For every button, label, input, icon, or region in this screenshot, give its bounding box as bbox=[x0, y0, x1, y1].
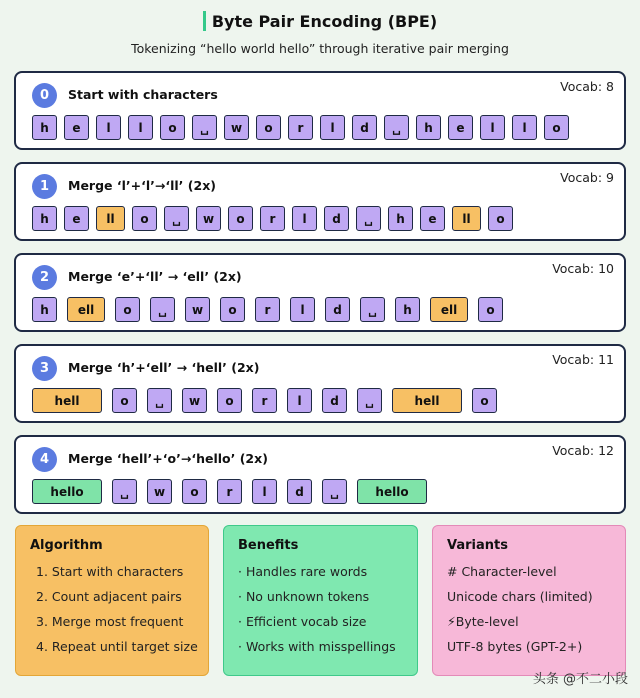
char-token: w bbox=[147, 479, 172, 504]
token-row bbox=[32, 297, 503, 322]
char-token: r bbox=[260, 206, 285, 231]
merged-token: ll bbox=[452, 206, 481, 231]
char-token: e bbox=[420, 206, 445, 231]
page-title: Byte Pair Encoding (BPE) bbox=[211, 11, 438, 31]
step-title: Merge ‘e’+‘ll’ → ‘ell’ (2x) bbox=[68, 269, 242, 284]
merge-step-card bbox=[14, 435, 626, 514]
char-token: d bbox=[322, 388, 347, 413]
char-token: o bbox=[472, 388, 497, 413]
char-token: ␣ bbox=[360, 297, 385, 322]
char-token: h bbox=[32, 115, 57, 140]
char-token: l bbox=[480, 115, 505, 140]
algorithm-item: 4. Repeat until target size bbox=[36, 639, 198, 654]
char-token: w bbox=[224, 115, 249, 140]
step-number-badge: 0 bbox=[32, 83, 57, 108]
char-token: e bbox=[448, 115, 473, 140]
char-token: ␣ bbox=[356, 206, 381, 231]
char-token: o bbox=[488, 206, 513, 231]
char-token: w bbox=[185, 297, 210, 322]
vocab-size: Vocab: 9 bbox=[560, 170, 614, 185]
algorithm-item: 2. Count adjacent pairs bbox=[36, 589, 182, 604]
merged-token: hell bbox=[392, 388, 462, 413]
algorithm-title: Algorithm bbox=[30, 538, 103, 553]
step-number-badge: 1 bbox=[32, 174, 57, 199]
variants-item: ⚡Byte-level bbox=[447, 614, 519, 629]
char-token: o bbox=[220, 297, 245, 322]
merged-token: ell bbox=[430, 297, 468, 322]
char-token: l bbox=[128, 115, 153, 140]
char-token: l bbox=[252, 479, 277, 504]
algorithm-panel bbox=[15, 525, 209, 676]
merge-step-card bbox=[14, 71, 626, 150]
char-token: w bbox=[182, 388, 207, 413]
char-token: d bbox=[287, 479, 312, 504]
char-token: w bbox=[196, 206, 221, 231]
char-token: r bbox=[252, 388, 277, 413]
benefits-item: · No unknown tokens bbox=[238, 589, 370, 604]
char-token: l bbox=[320, 115, 345, 140]
variants-item: Unicode chars (limited) bbox=[447, 589, 593, 604]
char-token: ␣ bbox=[322, 479, 347, 504]
token-row bbox=[32, 479, 427, 504]
final-token: hello bbox=[32, 479, 102, 504]
char-token: d bbox=[324, 206, 349, 231]
algorithm-item: 3. Merge most frequent bbox=[36, 614, 184, 629]
vocab-size: Vocab: 12 bbox=[552, 443, 614, 458]
char-token: ␣ bbox=[150, 297, 175, 322]
benefits-item: · Handles rare words bbox=[238, 564, 368, 579]
step-title: Merge ‘h’+‘ell’ → ‘hell’ (2x) bbox=[68, 360, 260, 375]
char-token: l bbox=[287, 388, 312, 413]
vocab-size: Vocab: 11 bbox=[552, 352, 614, 367]
char-token: o bbox=[132, 206, 157, 231]
char-token: l bbox=[512, 115, 537, 140]
char-token: e bbox=[64, 115, 89, 140]
char-token: o bbox=[478, 297, 503, 322]
token-row bbox=[32, 206, 513, 231]
page-subtitle: Tokenizing “hello world hello” through iterative pair merging bbox=[131, 41, 509, 56]
char-token: h bbox=[32, 297, 57, 322]
char-token: h bbox=[388, 206, 413, 231]
title-accent-bar bbox=[203, 11, 206, 31]
char-token: o bbox=[256, 115, 281, 140]
char-token: o bbox=[182, 479, 207, 504]
char-token: h bbox=[32, 206, 57, 231]
benefits-item: · Works with misspellings bbox=[238, 639, 396, 654]
char-token: ␣ bbox=[384, 115, 409, 140]
step-number-badge: 2 bbox=[32, 265, 57, 290]
merged-token: ell bbox=[67, 297, 105, 322]
variants-panel bbox=[432, 525, 626, 676]
variants-item: UTF-8 bytes (GPT-2+) bbox=[447, 639, 583, 654]
token-row bbox=[32, 388, 497, 413]
benefits-panel bbox=[223, 525, 418, 676]
char-token: o bbox=[544, 115, 569, 140]
char-token: o bbox=[160, 115, 185, 140]
char-token: d bbox=[352, 115, 377, 140]
vocab-size: Vocab: 10 bbox=[552, 261, 614, 276]
step-title: Merge ‘l’+‘l’→‘ll’ (2x) bbox=[68, 178, 216, 193]
merged-token: ll bbox=[96, 206, 125, 231]
step-number-badge: 4 bbox=[32, 447, 57, 472]
variants-title: Variants bbox=[447, 538, 508, 553]
char-token: r bbox=[288, 115, 313, 140]
merge-step-card bbox=[14, 344, 626, 423]
char-token: o bbox=[115, 297, 140, 322]
variants-item: # Character-level bbox=[447, 564, 557, 579]
char-token: h bbox=[416, 115, 441, 140]
benefits-item: · Efficient vocab size bbox=[238, 614, 367, 629]
token-row bbox=[32, 115, 569, 140]
char-token: e bbox=[64, 206, 89, 231]
merge-step-card bbox=[14, 162, 626, 241]
step-number-badge: 3 bbox=[32, 356, 57, 381]
char-token: o bbox=[217, 388, 242, 413]
merged-token: hell bbox=[32, 388, 102, 413]
watermark: 头条 @不二小段 bbox=[532, 672, 628, 687]
char-token: r bbox=[217, 479, 242, 504]
final-token: hello bbox=[357, 479, 427, 504]
char-token: ␣ bbox=[164, 206, 189, 231]
char-token: o bbox=[112, 388, 137, 413]
algorithm-item: 1. Start with characters bbox=[36, 564, 184, 579]
benefits-title: Benefits bbox=[238, 538, 299, 553]
char-token: l bbox=[292, 206, 317, 231]
char-token: d bbox=[325, 297, 350, 322]
char-token: ␣ bbox=[147, 388, 172, 413]
char-token: r bbox=[255, 297, 280, 322]
vocab-size: Vocab: 8 bbox=[560, 79, 614, 94]
header bbox=[0, 8, 640, 34]
step-title: Start with characters bbox=[68, 87, 218, 102]
char-token: l bbox=[290, 297, 315, 322]
char-token: l bbox=[96, 115, 121, 140]
char-token: o bbox=[228, 206, 253, 231]
step-title: Merge ‘hell’+‘o’→‘hello’ (2x) bbox=[68, 451, 268, 466]
char-token: ␣ bbox=[112, 479, 137, 504]
merge-step-card bbox=[14, 253, 626, 332]
char-token: h bbox=[395, 297, 420, 322]
char-token: ␣ bbox=[357, 388, 382, 413]
char-token: ␣ bbox=[192, 115, 217, 140]
